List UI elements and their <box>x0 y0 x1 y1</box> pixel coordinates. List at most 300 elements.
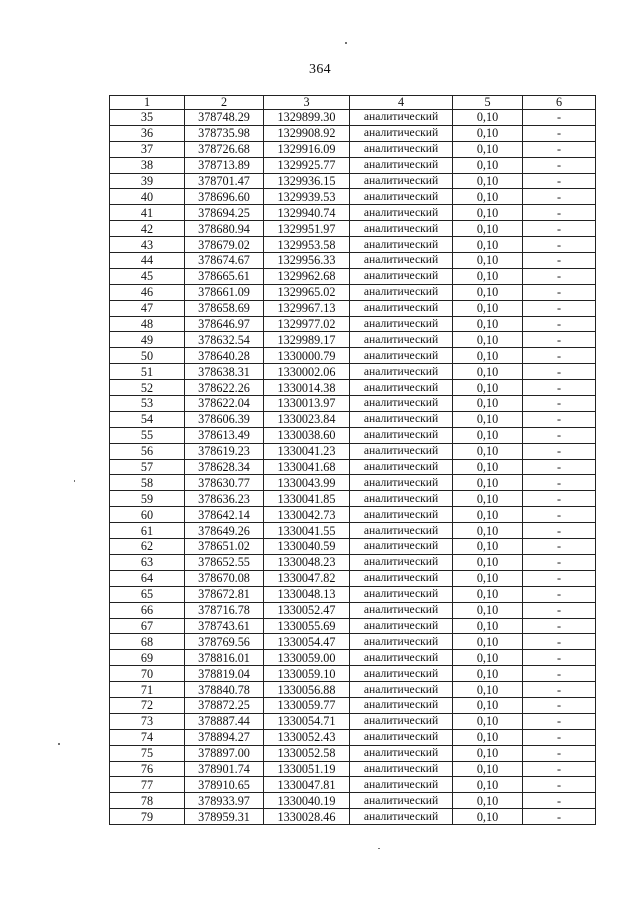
x-coordinate-cell: 378638.31 <box>185 364 264 380</box>
row-number-cell: 36 <box>110 125 185 141</box>
x-coordinate-cell: 378735.98 <box>185 125 264 141</box>
y-coordinate-cell: 1329916.09 <box>264 141 350 157</box>
y-coordinate-cell: 1330051.19 <box>264 761 350 777</box>
method-cell: аналитический <box>350 475 453 491</box>
scan-speck <box>378 848 380 849</box>
accuracy-cell: 0,10 <box>453 364 523 380</box>
table-row <box>110 380 596 396</box>
accuracy-cell: 0,10 <box>453 459 523 475</box>
x-coordinate-cell: 378649.26 <box>185 523 264 539</box>
note-cell: - <box>523 745 596 761</box>
accuracy-cell: 0,10 <box>453 396 523 412</box>
x-coordinate-cell: 378933.97 <box>185 793 264 809</box>
method-cell: аналитический <box>350 411 453 427</box>
method-cell: аналитический <box>350 427 453 443</box>
y-coordinate-cell: 1330048.23 <box>264 554 350 570</box>
y-coordinate-cell: 1329956.33 <box>264 253 350 269</box>
table-row <box>110 618 596 634</box>
row-number-cell: 35 <box>110 110 185 126</box>
accuracy-cell: 0,10 <box>453 539 523 555</box>
x-coordinate-cell: 378622.04 <box>185 396 264 412</box>
row-number-cell: 52 <box>110 380 185 396</box>
method-cell: аналитический <box>350 761 453 777</box>
table-row <box>110 761 596 777</box>
x-coordinate-cell: 378897.00 <box>185 745 264 761</box>
x-coordinate-cell: 378642.14 <box>185 507 264 523</box>
x-coordinate-cell: 378661.09 <box>185 284 264 300</box>
row-number-cell: 57 <box>110 459 185 475</box>
x-coordinate-cell: 378606.39 <box>185 411 264 427</box>
y-coordinate-cell: 1329925.77 <box>264 157 350 173</box>
note-cell: - <box>523 300 596 316</box>
x-coordinate-cell: 378769.56 <box>185 634 264 650</box>
accuracy-cell: 0,10 <box>453 110 523 126</box>
column-header-1: 1 <box>110 96 185 110</box>
x-coordinate-cell: 378652.55 <box>185 554 264 570</box>
table-row <box>110 809 596 825</box>
row-number-cell: 43 <box>110 237 185 253</box>
method-cell: аналитический <box>350 173 453 189</box>
note-cell: - <box>523 110 596 126</box>
row-number-cell: 58 <box>110 475 185 491</box>
x-coordinate-cell: 378910.65 <box>185 777 264 793</box>
x-coordinate-cell: 378679.02 <box>185 237 264 253</box>
row-number-cell: 68 <box>110 634 185 650</box>
y-coordinate-cell: 1329899.30 <box>264 110 350 126</box>
method-cell: аналитический <box>350 539 453 555</box>
row-number-cell: 67 <box>110 618 185 634</box>
row-number-cell: 64 <box>110 570 185 586</box>
x-coordinate-cell: 378894.27 <box>185 729 264 745</box>
method-cell: аналитический <box>350 697 453 713</box>
method-cell: аналитический <box>350 459 453 475</box>
accuracy-cell: 0,10 <box>453 268 523 284</box>
row-number-cell: 77 <box>110 777 185 793</box>
table-row <box>110 396 596 412</box>
column-header-3: 3 <box>264 96 350 110</box>
accuracy-cell: 0,10 <box>453 761 523 777</box>
x-coordinate-cell: 378619.23 <box>185 443 264 459</box>
accuracy-cell: 0,10 <box>453 634 523 650</box>
table-row <box>110 284 596 300</box>
x-coordinate-cell: 378651.02 <box>185 539 264 555</box>
accuracy-cell: 0,10 <box>453 809 523 825</box>
y-coordinate-cell: 1330041.23 <box>264 443 350 459</box>
x-coordinate-cell: 378658.69 <box>185 300 264 316</box>
note-cell: - <box>523 793 596 809</box>
y-coordinate-cell: 1330028.46 <box>264 809 350 825</box>
table-row <box>110 125 596 141</box>
note-cell: - <box>523 713 596 729</box>
y-coordinate-cell: 1330059.77 <box>264 697 350 713</box>
note-cell: - <box>523 427 596 443</box>
table-row <box>110 364 596 380</box>
method-cell: аналитический <box>350 253 453 269</box>
note-cell: - <box>523 507 596 523</box>
accuracy-cell: 0,10 <box>453 205 523 221</box>
accuracy-cell: 0,10 <box>453 443 523 459</box>
table-row <box>110 697 596 713</box>
accuracy-cell: 0,10 <box>453 173 523 189</box>
accuracy-cell: 0,10 <box>453 554 523 570</box>
note-cell: - <box>523 697 596 713</box>
y-coordinate-cell: 1330054.71 <box>264 713 350 729</box>
note-cell: - <box>523 729 596 745</box>
row-number-cell: 59 <box>110 491 185 507</box>
accuracy-cell: 0,10 <box>453 570 523 586</box>
accuracy-cell: 0,10 <box>453 793 523 809</box>
table-row <box>110 459 596 475</box>
x-coordinate-cell: 378713.89 <box>185 157 264 173</box>
row-number-cell: 42 <box>110 221 185 237</box>
table-row <box>110 777 596 793</box>
note-cell: - <box>523 348 596 364</box>
accuracy-cell: 0,10 <box>453 253 523 269</box>
accuracy-cell: 0,10 <box>453 602 523 618</box>
method-cell: аналитический <box>350 443 453 459</box>
y-coordinate-cell: 1330002.06 <box>264 364 350 380</box>
table-row <box>110 523 596 539</box>
method-cell: аналитический <box>350 284 453 300</box>
page-number: 364 <box>309 62 331 77</box>
x-coordinate-cell: 378630.77 <box>185 475 264 491</box>
accuracy-cell: 0,10 <box>453 348 523 364</box>
accuracy-cell: 0,10 <box>453 284 523 300</box>
table-row <box>110 253 596 269</box>
table-row <box>110 348 596 364</box>
method-cell: аналитический <box>350 682 453 698</box>
note-cell: - <box>523 634 596 650</box>
row-number-cell: 78 <box>110 793 185 809</box>
x-coordinate-cell: 378743.61 <box>185 618 264 634</box>
row-number-cell: 72 <box>110 697 185 713</box>
method-cell: аналитический <box>350 316 453 332</box>
table-row <box>110 729 596 745</box>
note-cell: - <box>523 809 596 825</box>
method-cell: аналитический <box>350 745 453 761</box>
x-coordinate-cell: 378816.01 <box>185 650 264 666</box>
x-coordinate-cell: 378701.47 <box>185 173 264 189</box>
x-coordinate-cell: 378665.61 <box>185 268 264 284</box>
table-row <box>110 427 596 443</box>
method-cell: аналитический <box>350 348 453 364</box>
note-cell: - <box>523 618 596 634</box>
accuracy-cell: 0,10 <box>453 411 523 427</box>
row-number-cell: 50 <box>110 348 185 364</box>
accuracy-cell: 0,10 <box>453 586 523 602</box>
y-coordinate-cell: 1329953.58 <box>264 237 350 253</box>
y-coordinate-cell: 1330040.19 <box>264 793 350 809</box>
row-number-cell: 53 <box>110 396 185 412</box>
y-coordinate-cell: 1329977.02 <box>264 316 350 332</box>
row-number-cell: 63 <box>110 554 185 570</box>
method-cell: аналитический <box>350 586 453 602</box>
row-number-cell: 74 <box>110 729 185 745</box>
accuracy-cell: 0,10 <box>453 745 523 761</box>
note-cell: - <box>523 205 596 221</box>
note-cell: - <box>523 364 596 380</box>
note-cell: - <box>523 411 596 427</box>
y-coordinate-cell: 1330052.43 <box>264 729 350 745</box>
row-number-cell: 44 <box>110 253 185 269</box>
x-coordinate-cell: 378640.28 <box>185 348 264 364</box>
note-cell: - <box>523 157 596 173</box>
method-cell: аналитический <box>350 777 453 793</box>
method-cell: аналитический <box>350 507 453 523</box>
row-number-cell: 56 <box>110 443 185 459</box>
note-cell: - <box>523 173 596 189</box>
y-coordinate-cell: 1330042.73 <box>264 507 350 523</box>
method-cell: аналитический <box>350 364 453 380</box>
y-coordinate-cell: 1330059.00 <box>264 650 350 666</box>
accuracy-cell: 0,10 <box>453 666 523 682</box>
accuracy-cell: 0,10 <box>453 507 523 523</box>
y-coordinate-cell: 1329936.15 <box>264 173 350 189</box>
note-cell: - <box>523 666 596 682</box>
table-row <box>110 682 596 698</box>
note-cell: - <box>523 332 596 348</box>
method-cell: аналитический <box>350 380 453 396</box>
note-cell: - <box>523 570 596 586</box>
table-row <box>110 491 596 507</box>
row-number-cell: 41 <box>110 205 185 221</box>
row-number-cell: 46 <box>110 284 185 300</box>
row-number-cell: 54 <box>110 411 185 427</box>
note-cell: - <box>523 761 596 777</box>
y-coordinate-cell: 1330041.85 <box>264 491 350 507</box>
method-cell: аналитический <box>350 157 453 173</box>
row-number-cell: 38 <box>110 157 185 173</box>
table-row <box>110 332 596 348</box>
y-coordinate-cell: 1330040.59 <box>264 539 350 555</box>
y-coordinate-cell: 1330055.69 <box>264 618 350 634</box>
row-number-cell: 76 <box>110 761 185 777</box>
row-number-cell: 48 <box>110 316 185 332</box>
accuracy-cell: 0,10 <box>453 491 523 507</box>
table-row <box>110 237 596 253</box>
note-cell: - <box>523 125 596 141</box>
x-coordinate-cell: 378628.34 <box>185 459 264 475</box>
note-cell: - <box>523 586 596 602</box>
table-row <box>110 411 596 427</box>
method-cell: аналитический <box>350 189 453 205</box>
accuracy-cell: 0,10 <box>453 237 523 253</box>
method-cell: аналитический <box>350 602 453 618</box>
note-cell: - <box>523 221 596 237</box>
column-header-6: 6 <box>523 96 596 110</box>
method-cell: аналитический <box>350 268 453 284</box>
row-number-cell: 61 <box>110 523 185 539</box>
note-cell: - <box>523 189 596 205</box>
note-cell: - <box>523 777 596 793</box>
y-coordinate-cell: 1329940.74 <box>264 205 350 221</box>
table-row <box>110 475 596 491</box>
row-number-cell: 65 <box>110 586 185 602</box>
accuracy-cell: 0,10 <box>453 777 523 793</box>
note-cell: - <box>523 237 596 253</box>
scan-speck <box>58 743 60 745</box>
table-row <box>110 650 596 666</box>
row-number-cell: 79 <box>110 809 185 825</box>
table-row <box>110 554 596 570</box>
y-coordinate-cell: 1330054.47 <box>264 634 350 650</box>
table-row <box>110 539 596 555</box>
note-cell: - <box>523 268 596 284</box>
column-header-5: 5 <box>453 96 523 110</box>
table-body <box>110 96 596 825</box>
method-cell: аналитический <box>350 125 453 141</box>
scan-speck <box>345 42 347 44</box>
table-row <box>110 173 596 189</box>
x-coordinate-cell: 378872.25 <box>185 697 264 713</box>
method-cell: аналитический <box>350 110 453 126</box>
row-number-cell: 39 <box>110 173 185 189</box>
x-coordinate-cell: 378819.04 <box>185 666 264 682</box>
y-coordinate-cell: 1330041.55 <box>264 523 350 539</box>
table-row <box>110 713 596 729</box>
table-row <box>110 507 596 523</box>
table-header-row <box>110 96 596 110</box>
accuracy-cell: 0,10 <box>453 300 523 316</box>
accuracy-cell: 0,10 <box>453 618 523 634</box>
accuracy-cell: 0,10 <box>453 697 523 713</box>
y-coordinate-cell: 1330013.97 <box>264 396 350 412</box>
accuracy-cell: 0,10 <box>453 427 523 443</box>
row-number-cell: 62 <box>110 539 185 555</box>
table-row <box>110 634 596 650</box>
accuracy-cell: 0,10 <box>453 316 523 332</box>
note-cell: - <box>523 443 596 459</box>
table-row <box>110 141 596 157</box>
method-cell: аналитический <box>350 809 453 825</box>
row-number-cell: 66 <box>110 602 185 618</box>
y-coordinate-cell: 1330056.88 <box>264 682 350 698</box>
method-cell: аналитический <box>350 396 453 412</box>
y-coordinate-cell: 1330023.84 <box>264 411 350 427</box>
accuracy-cell: 0,10 <box>453 221 523 237</box>
y-coordinate-cell: 1329967.13 <box>264 300 350 316</box>
y-coordinate-cell: 1329989.17 <box>264 332 350 348</box>
accuracy-cell: 0,10 <box>453 157 523 173</box>
x-coordinate-cell: 378694.25 <box>185 205 264 221</box>
x-coordinate-cell: 378748.29 <box>185 110 264 126</box>
table-row <box>110 570 596 586</box>
accuracy-cell: 0,10 <box>453 475 523 491</box>
row-number-cell: 55 <box>110 427 185 443</box>
note-cell: - <box>523 491 596 507</box>
table-row <box>110 205 596 221</box>
x-coordinate-cell: 378901.74 <box>185 761 264 777</box>
note-cell: - <box>523 554 596 570</box>
note-cell: - <box>523 682 596 698</box>
method-cell: аналитический <box>350 523 453 539</box>
method-cell: аналитический <box>350 237 453 253</box>
column-header-2: 2 <box>185 96 264 110</box>
x-coordinate-cell: 378840.78 <box>185 682 264 698</box>
method-cell: аналитический <box>350 634 453 650</box>
note-cell: - <box>523 475 596 491</box>
y-coordinate-cell: 1330052.47 <box>264 602 350 618</box>
accuracy-cell: 0,10 <box>453 380 523 396</box>
note-cell: - <box>523 380 596 396</box>
y-coordinate-cell: 1330047.82 <box>264 570 350 586</box>
note-cell: - <box>523 523 596 539</box>
y-coordinate-cell: 1330052.58 <box>264 745 350 761</box>
x-coordinate-cell: 378632.54 <box>185 332 264 348</box>
table-row <box>110 602 596 618</box>
accuracy-cell: 0,10 <box>453 141 523 157</box>
y-coordinate-cell: 1330041.68 <box>264 459 350 475</box>
method-cell: аналитический <box>350 300 453 316</box>
x-coordinate-cell: 378622.26 <box>185 380 264 396</box>
scan-speck <box>74 480 75 482</box>
row-number-cell: 75 <box>110 745 185 761</box>
row-number-cell: 51 <box>110 364 185 380</box>
row-number-cell: 40 <box>110 189 185 205</box>
x-coordinate-cell: 378672.81 <box>185 586 264 602</box>
accuracy-cell: 0,10 <box>453 650 523 666</box>
row-number-cell: 45 <box>110 268 185 284</box>
method-cell: аналитический <box>350 666 453 682</box>
row-number-cell: 73 <box>110 713 185 729</box>
method-cell: аналитический <box>350 205 453 221</box>
y-coordinate-cell: 1329951.97 <box>264 221 350 237</box>
table-row <box>110 157 596 173</box>
x-coordinate-cell: 378674.67 <box>185 253 264 269</box>
method-cell: аналитический <box>350 570 453 586</box>
table-row <box>110 793 596 809</box>
y-coordinate-cell: 1330048.13 <box>264 586 350 602</box>
x-coordinate-cell: 378716.78 <box>185 602 264 618</box>
accuracy-cell: 0,10 <box>453 729 523 745</box>
table-row <box>110 316 596 332</box>
method-cell: аналитический <box>350 650 453 666</box>
accuracy-cell: 0,10 <box>453 713 523 729</box>
x-coordinate-cell: 378636.23 <box>185 491 264 507</box>
note-cell: - <box>523 602 596 618</box>
y-coordinate-cell: 1330000.79 <box>264 348 350 364</box>
method-cell: аналитический <box>350 793 453 809</box>
note-cell: - <box>523 316 596 332</box>
row-number-cell: 49 <box>110 332 185 348</box>
note-cell: - <box>523 539 596 555</box>
accuracy-cell: 0,10 <box>453 332 523 348</box>
method-cell: аналитический <box>350 332 453 348</box>
method-cell: аналитический <box>350 554 453 570</box>
table-row <box>110 189 596 205</box>
table-row <box>110 443 596 459</box>
x-coordinate-cell: 378613.49 <box>185 427 264 443</box>
method-cell: аналитический <box>350 729 453 745</box>
table-row <box>110 300 596 316</box>
y-coordinate-cell: 1330059.10 <box>264 666 350 682</box>
x-coordinate-cell: 378670.08 <box>185 570 264 586</box>
y-coordinate-cell: 1329965.02 <box>264 284 350 300</box>
row-number-cell: 37 <box>110 141 185 157</box>
note-cell: - <box>523 253 596 269</box>
row-number-cell: 69 <box>110 650 185 666</box>
coordinates-table <box>109 95 596 825</box>
accuracy-cell: 0,10 <box>453 125 523 141</box>
accuracy-cell: 0,10 <box>453 682 523 698</box>
x-coordinate-cell: 378680.94 <box>185 221 264 237</box>
table-row <box>110 268 596 284</box>
note-cell: - <box>523 650 596 666</box>
y-coordinate-cell: 1330043.99 <box>264 475 350 491</box>
row-number-cell: 47 <box>110 300 185 316</box>
method-cell: аналитический <box>350 221 453 237</box>
note-cell: - <box>523 459 596 475</box>
